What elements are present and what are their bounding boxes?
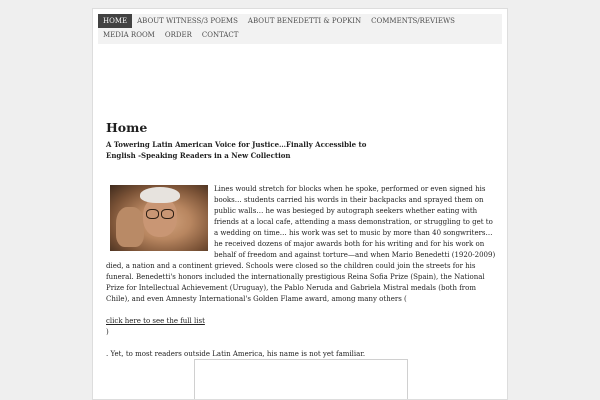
- author-portrait: [110, 185, 208, 251]
- nav-item-contact[interactable]: CONTACT: [201, 31, 239, 39]
- nav-item-about-benedetti-popkin[interactable]: ABOUT BENEDETTI & POPKIN: [247, 17, 362, 25]
- spacer: [106, 338, 498, 349]
- nav-item-about-witness[interactable]: ABOUT WITNESS/3 POEMS: [137, 17, 238, 25]
- article-body: [106, 184, 498, 360]
- portrait-glasses-right: [161, 209, 174, 219]
- page-subtitle: A Towering Latin American Voice for Justice…Finally Accessible to English -Speaking Readers in a New Collection: [106, 140, 367, 160]
- nav-item-home[interactable]: HOME: [98, 14, 132, 28]
- nav-item-comments-reviews[interactable]: COMMENTS/REVIEWS: [371, 17, 455, 25]
- nav-item-order[interactable]: ORDER: [164, 31, 192, 39]
- main-navigation: [98, 14, 502, 44]
- main-content: [106, 121, 498, 360]
- closing-paragraph: . Yet, to most readers outside Latin America, his name is not yet familiar.: [106, 350, 366, 358]
- portrait-hand: [116, 207, 144, 247]
- page-title: Home: [106, 120, 148, 135]
- portrait-glasses-left: [146, 209, 159, 219]
- close-paren-text: ): [106, 328, 109, 336]
- embedded-media-box: [194, 359, 408, 400]
- nav-item-media-room[interactable]: MEDIA ROOM: [103, 31, 155, 39]
- full-list-link[interactable]: click here to see the full list: [106, 317, 205, 325]
- spacer: [106, 305, 498, 316]
- portrait-hair: [140, 187, 180, 203]
- page-container: [92, 8, 508, 400]
- article-paragraph: Lines would stretch for blocks when he spoke, performed or even signed his books… students carried his words in their backpacks and sprayed them on public walls… he was besieged by autograph seekers whether eating with friends at a local cafe, attending a mass demonstration, or struggling to get to a wedding on time… his work was set to music by more than 40 songwriters…he received dozens of major awards both for his writing and for his work on behalf of freedom and against torture—and when Mario Benedetti (1920-2009) died, a nation and a continent grieved. Schools were closed so the children could join the streets for his funeral. Benedetti's honors included the internationally prestigious Reina Sofia Prize (Spain), the National Prize for Intellectual Achievement (Uruguay), the Pablo Neruda and Gabriela Mistral medals (both from Chile), and even Amnesty International's Golden Flame award, among many others (: [106, 185, 496, 303]
